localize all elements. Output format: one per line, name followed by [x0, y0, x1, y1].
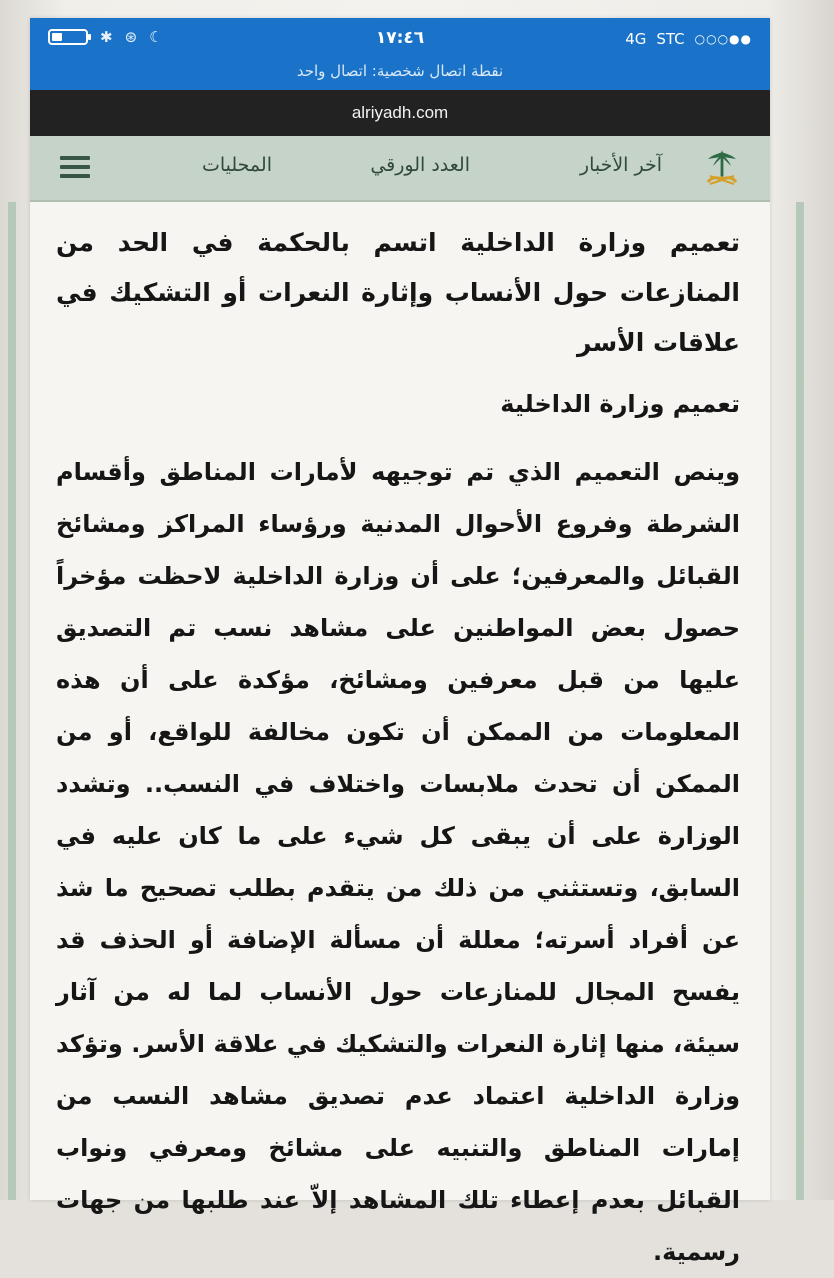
- network-type: 4G: [625, 30, 647, 48]
- article-body: وينص التعميم الذي تم توجيهه لأمارات المناطق وأقسام الشرطة وفروع الأحوال المدنية ورؤساء المراكز ومشائخ القبائل والمعرفين؛ على أن وزارة الداخلية لاحظت مؤخراً حصول بعض المواطنين على مشاهد نسب تم التصديق عليها من قبل معرفين ومشائخ، مؤكدة على أن هذه المعلومات من الممكن أن تكون مخالفة للواقع، أو من الممكن أن تحدث ملابسات واختلاف في النسب.. وتشدد الوزارة على أن يبقى كل شيء على ما كان عليه في السابق، وتستثني من ذلك من يتقدم بطلب تصحيح ما شذ عن أفراد أسرته؛ معللة أن مسألة الإضافة أو الحذف قد يفسح المجال للمنازعات حول الأنساب لما له من آثار سيئة، منها إثارة النعرات والتشكيك في علاقة الأسر. وتؤكد وزارة الداخلية اعتماد عدم تصديق مشاهد النسب من إمارات المناطق والتنبيه على مشائخ ومعرفي ونواب القبائل بعدم إعطاء تلك المشاهد إلاّ عند طلبها من جهات رسمية.: [56, 458, 740, 1266]
- article-title: تعميم وزارة الداخلية اتسم بالحكمة في الحد من المنازعات حول الأنساب وإثارة النعرات أو التشكيك في علاقات الأسر: [56, 228, 740, 357]
- site-navigation: [30, 136, 770, 202]
- hamburger-menu-icon[interactable]: [60, 156, 90, 178]
- rotation-lock-icon: ⊛: [124, 28, 138, 46]
- article: [56, 218, 740, 1278]
- nav-latest-news[interactable]: آخر الأخبار: [579, 154, 662, 176]
- left-border-rule: [8, 202, 16, 1200]
- signal-strength: ○○○●●: [694, 32, 752, 46]
- article-area: [30, 202, 770, 1266]
- phone-screen: [30, 18, 770, 1266]
- article-subhead: تعميم وزارة الداخلية: [500, 390, 740, 418]
- nav-local[interactable]: المحليات: [201, 154, 272, 176]
- status-right-group: [625, 30, 752, 48]
- hotspot-banner[interactable]: نقطة اتصال شخصية: اتصال واحد: [296, 62, 504, 80]
- nav-print-edition[interactable]: العدد الورقي: [370, 154, 470, 176]
- right-border-rule: [796, 202, 804, 1200]
- palm-logo-icon[interactable]: [700, 146, 744, 190]
- moon-icon: ☾: [149, 28, 163, 46]
- url-bar[interactable]: alriyadh.com: [30, 90, 770, 136]
- status-bar: [30, 18, 770, 90]
- bluetooth-icon: ✱: [100, 28, 113, 46]
- status-time: ١٧:٤٦: [375, 28, 425, 48]
- carrier-name: STC: [656, 30, 685, 48]
